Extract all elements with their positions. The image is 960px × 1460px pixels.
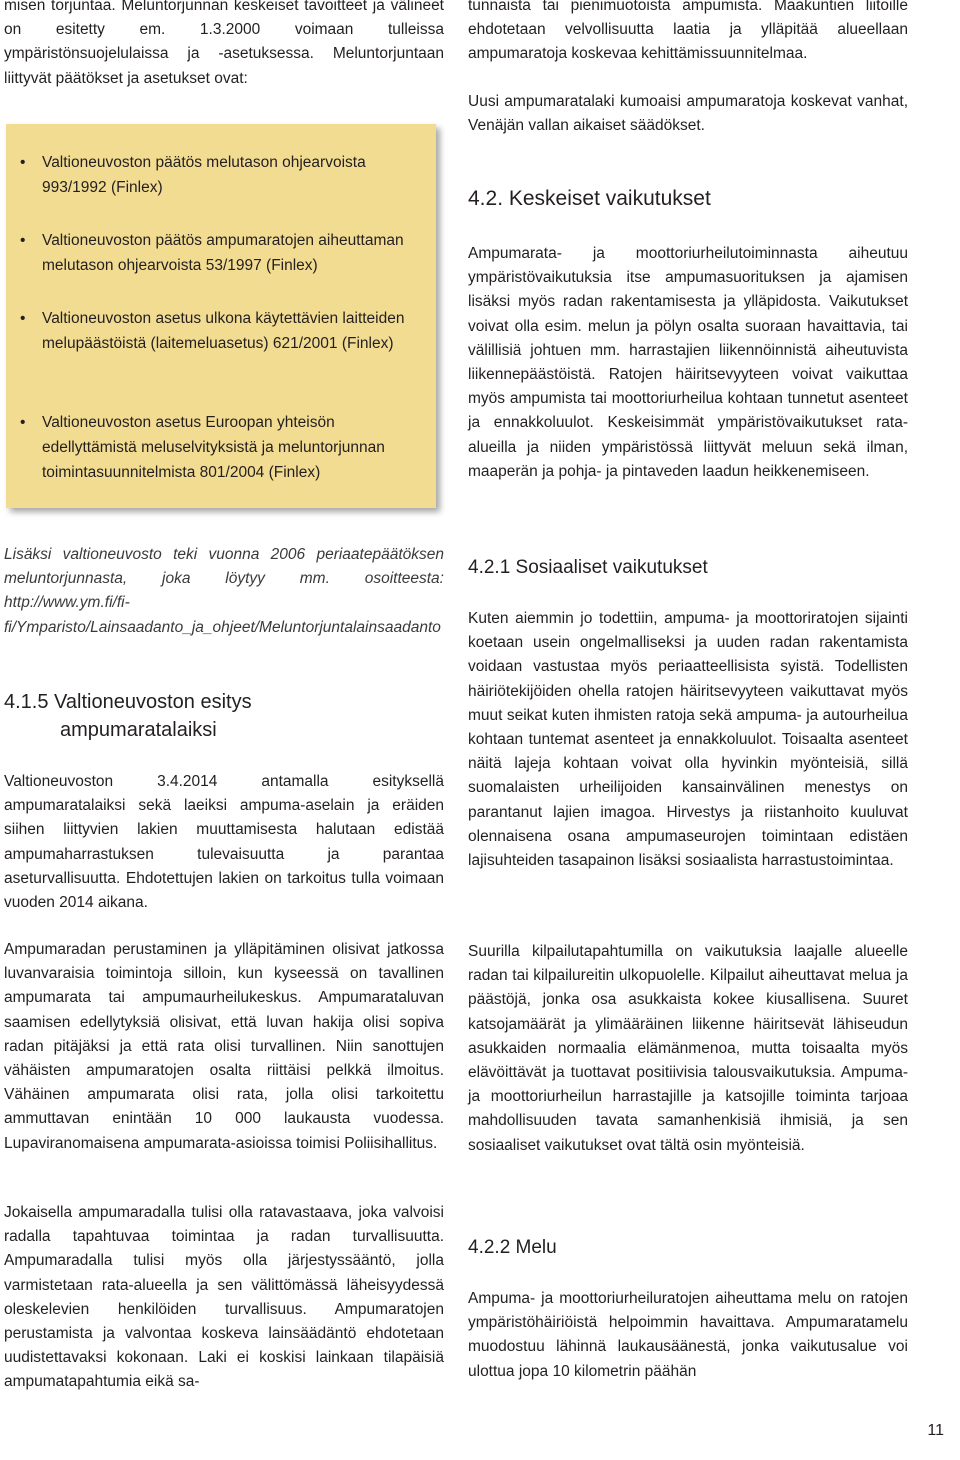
- list-item-text: Valtioneuvoston päätös ampumaratojen aiheuttaman melutason ohjearvoista 53/1997 (Finlex): [42, 232, 404, 274]
- bullet-icon: •: [20, 154, 26, 171]
- paragraph: tunnaista tai pienimuotoista ampumista. Maakuntien liitoille ehdotetaan velvollisuutta laatia ja ylläpitää alueellaan ampumaratoja koskevaa kehittämissuunnitelmaa.: [468, 0, 908, 63]
- bullet-icon: •: [20, 414, 26, 431]
- section-heading-4-2: 4.2. Keskeiset vaikutukset: [468, 187, 711, 210]
- list-item-text: Valtioneuvoston päätös melutason ohjearvoista 993/1992 (Finlex): [42, 154, 366, 196]
- paragraph: Ampuma- ja moottoriurheiluratojen aiheuttama melu on ratojen ympäristöhäiriöistä helpoimmin havaittava. Ampumaratamelu muodostuu lähinnä laukausäänestä, jonka vaikutusalue voi ulottua jopa 10 kilometrin päähän: [468, 1290, 908, 1380]
- section-heading-4-2-1: 4.2.1 Sosiaaliset vaikutukset: [468, 557, 708, 578]
- list-item: [20, 410, 420, 485]
- heading-title-line2: ampumaratalaiksi: [60, 719, 217, 741]
- bullet-icon: •: [20, 310, 26, 327]
- heading-title-line1: Valtioneuvoston esitys: [54, 691, 252, 713]
- heading-number: 4.1.5: [4, 691, 49, 713]
- list-item-text: Valtioneuvoston asetus ulkona käytettävien laitteiden melupäästöistä (laitemeluasetus) 621/2001 (Finlex): [42, 310, 405, 352]
- paragraph: Jokaisella ampumaradalla tulisi olla ratavastaava, joka valvoisi radalla tapahtuvaa toimintaa ja radan turvallisuutta. Ampumaradalla tulisi myös olla järjestyssääntö, jolla varmistetaan rata-alueella ja sen välittömässä läheisyydessä oleskelevien henkilöiden turvallisuus. Ampumaratojen perustamista ja valvontaa koskeva lainsäädäntö ehdotetaan uudistettavaksi kokonaan. Laki ei koskisi lainkaan tilapäisiä ampumatapahtumia eikä sa-: [4, 1204, 444, 1391]
- intro-paragraph: misen torjuntaa. Meluntorjunnan keskeiset tavoitteet ja välineet on esitetty em. 1.3.2000 voimaan tulleissa ympäristönsuojelulaissa ja -asetuksessa. Meluntorjuntaan liittyvät päätökset ja asetukset ovat:: [4, 0, 444, 87]
- paragraph: Ampumarata- ja moottoriurheilutoiminnasta aiheutuu ympäristövaikutuksia itse ampumasuorituksen ja ajamisen lisäksi myös radan rakentamisesta ja ylläpidosta. Vaikutukset voivat olla esim. melun ja pölyn osalta suoraan havaittavia, tai välillisiä johtuen mm. harrastajien liikennöinnistä aiheutuvista liikennepäästöistä. Ratojen häiritsevyyteen voivat vaikuttaa myös ampumista tai moottoriurheilua kohtaan tunnetut asenteet ja ennakkoluulot. Keskeisimmät ympäristövaikutukset rata-alueilla ja niiden ympäristössä liittyvät meluun sekä ilman, maaperän ja pohja- ja pintaveden laadun heikkenemiseen.: [468, 245, 908, 480]
- paragraph: Kuten aiemmin jo todettiin, ampuma- ja moottoriratojen sijainti koetaan usein ongelmalliseksi ja uuden radan rakentamista voidaan vastustaa myös periaatteellisista syistä. Todellisten häiriötekijöiden ohella ratojen häiritsevyyteen vaikuttavat myös muut seikat kuten ihmisten ratoja sekä ampuma- ja autourheilua kohtaan tuntemat asenteet ja ennakkoluulot. Toisaalta asenteet näitä lajeja kohtaan voivat olla hyvinkin myönteisiä, sillä suomalaisten urheilijoiden kansainvälinen menestys on parantanut lajien imagoa. Hirvestys ja riistanhoito kuuluvat olennaisena osana ampumaseurojen toimintaan edistäen lajisuhteiden tasapainon lisäksi sosiaalista harrastustoimintaa.: [468, 610, 908, 870]
- section-heading-4-1-5: [4, 688, 444, 744]
- legislation-box: [6, 124, 436, 508]
- paragraph: Valtioneuvoston 3.4.2014 antamalla esityksellä ampumaratalaiksi sekä laeiksi ampuma-aselain ja eräiden siihen liittyvien lakien muuttamisesta halutaan edistää ampumaharrastuksen tulevaisuutta ja parantaa aseturvallisuutta. Ehdotettujen lakien on tarkoitus tulla voimaan vuoden 2014 aikana.: [4, 773, 444, 912]
- paragraph: Uusi ampumaratalaki kumoaisi ampumaratoja koskevat vanhat, Venäjän vallan aikaiset säädökset.: [468, 93, 908, 135]
- list-item: [20, 306, 420, 356]
- list-item-text: Valtioneuvoston asetus Euroopan yhteisön edellyttämistä meluselvityksistä ja meluntorjunnan toimintasuunnitelmista 801/2004 (Finlex): [42, 414, 385, 481]
- page-number: 11: [927, 1422, 944, 1439]
- paragraph: Suurilla kilpailutapahtumilla on vaikutuksia laajalle alueelle radan tai kilpailureitin ulkopuolelle. Kilpailut aiheuttavat melua ja päästöjä, jonka osa asukkaista kokee kiusallisena. Suuret katsojamäärät ja ylimääräinen liikenne häiritsevät lähiseudun asukkaiden normaalia elämänmenoa, mutta toisaalta myös elävöittävät ja tuottavat positiivisia talousvaikutuksia. Ampuma- ja moottoriurheilun harrastajille ja katsojille toiminta tarjoaa mahdollisuuden tavata samanhenkisiä ihmisiä, ja sen sosiaaliset vaikutukset ovat tältä osin myönteisiä.: [468, 943, 908, 1154]
- bullet-icon: •: [20, 232, 26, 249]
- italic-note: Lisäksi valtioneuvosto teki vuonna 2006 periaatepäätöksen meluntorjunnasta, joka löytyy mm. osoitteesta: http://www.ym.fi/fi-fi/Ymparisto/Lainsaadanto_ja_ohjeet/Meluntorjuntalainsaadanto: [4, 546, 444, 636]
- list-item: [20, 228, 420, 278]
- list-item: [20, 150, 420, 200]
- paragraph: Ampumaradan perustaminen ja ylläpitäminen olisivat jatkossa luvanvaraisia toimintoja silloin, kun kyseessä on tavallinen ampumarata tai ampumaurheilukeskus. Ampumarataluvan saamisen edellytyksiä olisivat, että luvan hakija olisi sopiva radan pitäjäksi ja että rata olisi turvallinen. Niin sanottujen vähäisten ampumaratojen osalta riittäisi pelkkä ilmoitus. Vähäinen ampumarata olisi rata, jolla olisi tarkoitettu ammuttavan enintään 10 000 laukausta vuodessa. Lupaviranomaisena ampumarata-asioissa toimisi Poliisihallitus.: [4, 941, 444, 1152]
- section-heading-4-2-2: 4.2.2 Melu: [468, 1237, 557, 1258]
